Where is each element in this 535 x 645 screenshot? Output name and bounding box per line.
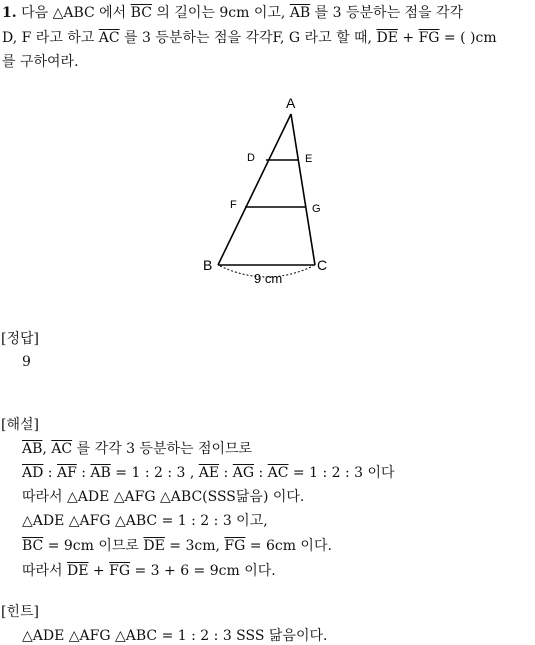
side-ac	[291, 114, 315, 265]
problem-line-3: 를 구하여라.	[2, 54, 79, 70]
hint-line-1: △ADE △AFG △ABC = 1 : 2 : 3 SSS 닮음이다.	[22, 628, 328, 644]
side-ab	[218, 114, 291, 265]
label-d: D	[247, 152, 255, 164]
triangle-figure	[195, 88, 345, 288]
label-c: C	[317, 257, 328, 273]
segment-ac: $\overline{AC}$	[98, 30, 120, 46]
label-e: E	[305, 153, 313, 165]
label-base: 9 cm	[254, 271, 283, 286]
explanation-line-4: △ADE △AFG △ABC = 1 : 2 : 3 이고,	[22, 513, 268, 529]
problem-number: 1.	[2, 5, 17, 21]
answer-value: 9	[22, 354, 31, 370]
label-b: B	[203, 257, 213, 273]
segment-ab: $\overline{AB}$	[289, 5, 311, 21]
explanation-header: [해설]	[1, 417, 39, 433]
label-a: A	[286, 95, 296, 111]
hint-header: [힌트]	[1, 604, 39, 620]
explanation-line-2: $\overline{AD}$ : $\overline{AF}$ : $\overline{AB} = 1$ : 2 : 3 , $\overline{AE}$ : $\overline{AG}$ : $\overline{AC} = 1$ : 2 : 3 이다	[22, 465, 395, 481]
segment-de: $\overline{DE}$	[376, 30, 398, 46]
problem-line-1: 1. 다음 △ABC 에서 $\overline{BC}$ 의 길이는 9cm 이고, $\overline{AB}$ 를 3 등분하는 점을 각각	[2, 5, 464, 21]
explanation-line-1: $\overline{AB}$, $\overline{AC}$ 를 각각 3 등분하는 점이므로	[22, 441, 253, 457]
label-g: G	[312, 203, 321, 215]
segment-fg: $\overline{FG}$	[418, 30, 440, 46]
explanation-line-3: 따라서 △ADE △AFG △ABC(SSS닮음) 이다.	[22, 489, 305, 505]
explanation-line-5: $\overline{BC} = 9cm$ 이므로 $\overline{DE} = 3cm$, $\overline{FG} = 6cm$ 이다.	[22, 538, 332, 554]
segment-bc: $\overline{BC}$	[130, 5, 152, 21]
label-f: F	[230, 199, 237, 211]
answer-header: [정답]	[1, 331, 39, 347]
explanation-line-6: 따라서 $\overline{DE} + \overline{FG} = 3 + 6 = 9cm$ 이다.	[22, 563, 276, 579]
problem-line-2: D, F 라고 하고 $\overline{AC}$ 를 3 등분하는 점을 각각F, G 라고 할 때, $\overline{DE} + \overline{FG}$ = ( )cm	[2, 30, 497, 46]
